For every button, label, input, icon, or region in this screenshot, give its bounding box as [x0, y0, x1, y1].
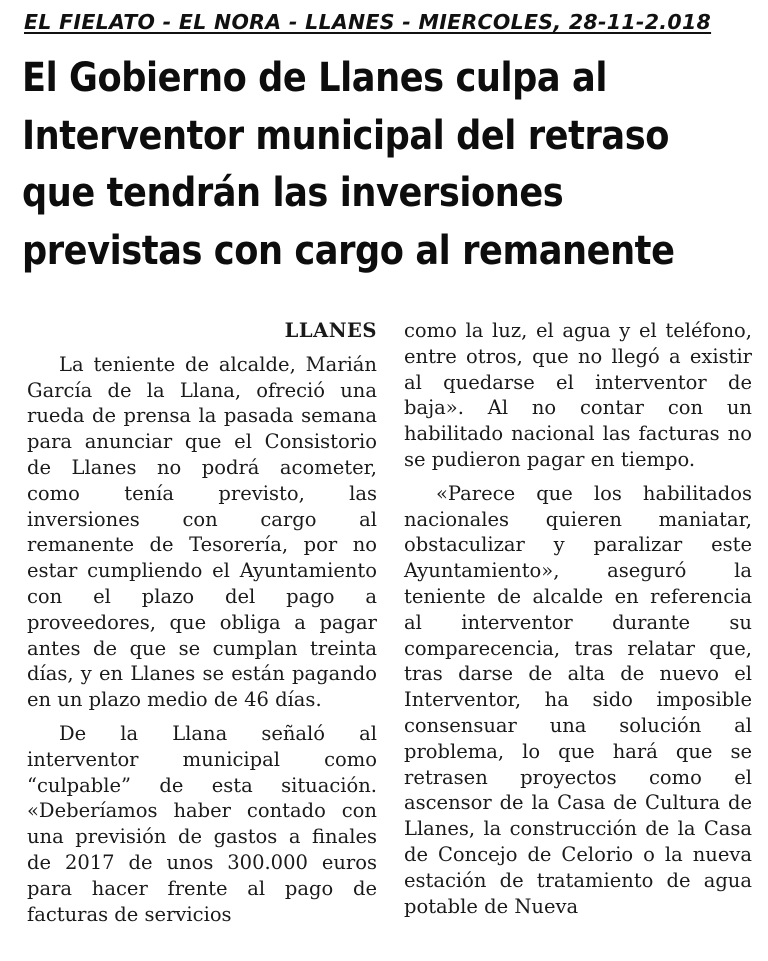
headline-line: que tendrán las inversiones [22, 170, 564, 216]
article-headline [22, 50, 673, 280]
article-paragraph: La teniente de alcalde, Marián García de la Llana, ofreció una rueda de prensa la pasada semana para anunciar que el Consistorio de Llanes no podrá acometer, como tenía previsto, las inversiones con cargo al remanente de Tesorería, por no estar cumpliendo el Ayuntamiento con el plazo del pago a proveedores, que obliga a pagar antes de que se cumplan treinta días, y en Llanes se están pagando en un plazo medio de 46 días. [27, 352, 377, 712]
dateline: LLANES [284, 319, 377, 342]
article-paragraph: De la Llana señaló al interventor municipal como “culpable” de esta situación. «Deberíamos haber contado con una previsión de gastos a finales de 2017 de unos 300.000 euros para hacer frente al pago de facturas de servicios [27, 721, 377, 926]
headline-line: previstas con cargo al remanente [22, 227, 675, 274]
headline-line: El Gobierno de Llanes culpa al [22, 55, 607, 101]
article-paragraph: «Parece que los habilitados nacionales quieren maniatar, obstaculizar y paralizar este Ayuntamiento», aseguró la teniente de alcalde en referencia al interventor durante su comparecencia, tras relatar que, tras darse de alta de nuevo el Interventor, ha sido imposible consensuar una solución al problema, lo que hará que se retrasen proyectos como el ascensor de la Casa de Cultura de Llanes, la construcción de la Casa de Concejo de Celorio o la nueva estación de tratamiento de agua potable de Nueva [404, 481, 752, 918]
newspaper-header: EL FIELATO - EL NORA - LLANES - MIERCOLES, 28-11-2.018 [24, 10, 712, 34]
headline-line: Interventor municipal del retraso [22, 112, 669, 159]
article-paragraph: como la luz, el agua y el teléfono, entre otros, que no llegó a existir al quedarse el interventor de baja». Al no contar con un habilitado nacional las facturas no se pudieron pagar en tiempo. [404, 319, 752, 471]
article-column-right [404, 318, 752, 927]
article-column-left [27, 318, 377, 935]
